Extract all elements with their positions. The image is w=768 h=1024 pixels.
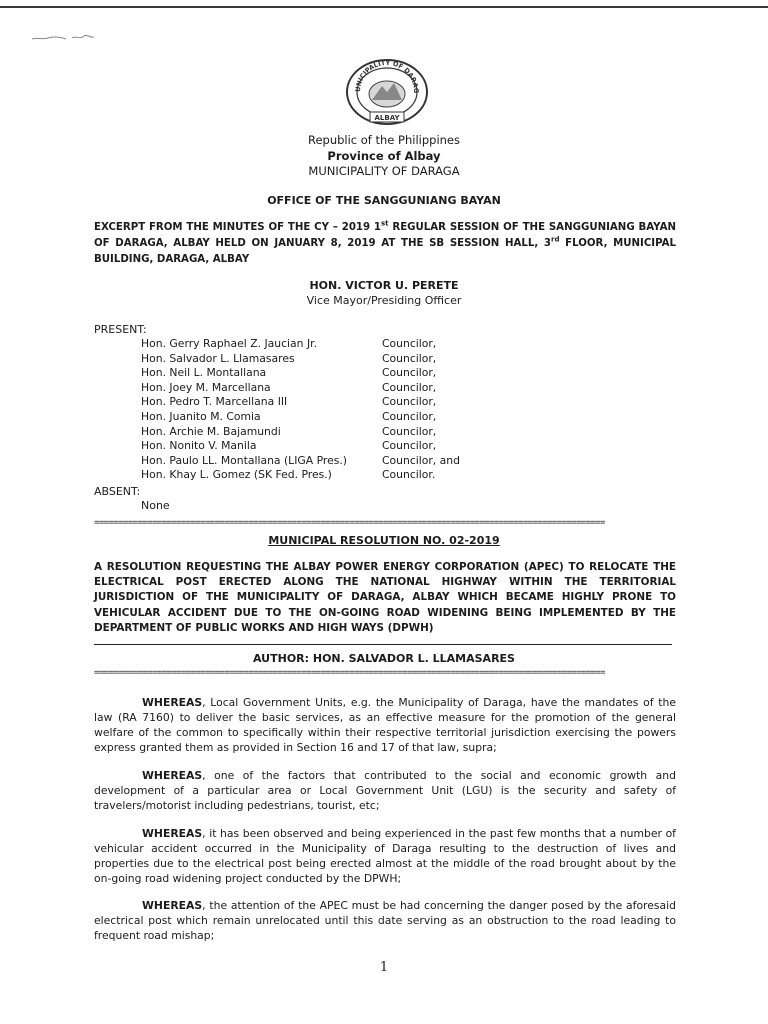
- excerpt-sup-1: st: [381, 219, 389, 228]
- member-row: [141, 395, 460, 410]
- whereas-text: , the attention of the APEC must be had concerning the danger posed by the aforesaid electrical post which remain unrelocated until this date serving as an obstruction to the road leading to frequent road mishap;: [94, 899, 676, 942]
- whereas-paragraph: [94, 695, 676, 755]
- excerpt-text-1: EXCERPT FROM THE MINUTES OF THE CY – 2019 1: [94, 222, 382, 233]
- member-role: Councilor,: [382, 409, 437, 423]
- member-name: Hon. Gerry Raphael Z. Jaucian Jr.: [141, 337, 318, 350]
- page-number: 1: [379, 960, 389, 975]
- page-top-border: [0, 6, 768, 8]
- handwritten-mark: [30, 28, 100, 44]
- member-name: Hon. Juanito M. Comia: [141, 409, 261, 423]
- member-row: [141, 352, 460, 367]
- member-name: Hon. Salvador L. Llamasares: [141, 351, 295, 365]
- member-row: [141, 381, 460, 396]
- present-label: PRESENT:: [94, 323, 147, 336]
- member-name: Hon. Archie M. Bajamundi: [141, 424, 281, 438]
- header-office: OFFICE OF THE SANGGUNIANG BAYAN: [267, 194, 501, 207]
- member-role: Councilor,: [382, 380, 437, 394]
- whereas-text: , one of the factors that contributed to the social and economic growth and development of a particular area or Local Government Unit (LGU) is the security and safety of travelers/motorist including pedestrians, tourist, etc;: [94, 769, 676, 812]
- member-role: Councilor.: [382, 468, 436, 482]
- resolution-title: A RESOLUTION REQUESTING THE ALBAY POWER ENERGY CORPORATION (APEC) TO RELOCATE THE ELECTRICAL POST ERECTED ALONG THE NATIONAL HIGHWAY WITHIN THE TERRITORIAL JURISDICTION OF THE MUNICIPALITY OF DARAGA, ALBAY WHICH BECAME HIGHLY PRONE TO VEHICULAR ACCIDENT DUE TO THE ON-GOING ROAD WIDENING BEING IMPLEMENTED BY THE DEPARTMENT OF PUBLIC WORKS AND HIGH WAYS (DPWH): [94, 561, 676, 634]
- member-row: [141, 366, 460, 381]
- member-row: [141, 439, 460, 454]
- title-underline: [94, 644, 672, 645]
- resolution-number: MUNICIPAL RESOLUTION NO. 02-2019: [268, 534, 500, 547]
- header-country: Republic of the Philippines: [307, 133, 461, 147]
- member-role: Councilor, and: [382, 453, 460, 467]
- session-excerpt: [94, 220, 676, 268]
- member-row: [141, 468, 460, 483]
- member-name: Hon. Khay L. Gomez (SK Fed. Pres.): [141, 468, 332, 482]
- whereas-label: WHEREAS: [142, 769, 203, 782]
- excerpt-sup-2: rd: [551, 235, 560, 244]
- member-name: Hon. Joey M. Marcellana: [141, 380, 271, 394]
- whereas-text: , Local Government Units, e.g. the Municipality of Daraga, have the mandates of the law (RA 7160) to deliver the basic services, as an effective measure for the promotion of the general welfare of the common to specifically within their respective territorial jurisdiction exercising the powers express granted them as provided in Section 16 and 17 of that law, supra;: [94, 696, 676, 754]
- excerpt-text-2: REGULAR SESSION OF THE SANGGUNIANG BAYAN OF DARAGA, ALBAY HELD ON JANUARY 8, 2019 AT THE SB SESSION HALL, 3: [94, 222, 676, 249]
- municipal-seal: [342, 56, 432, 126]
- member-row: [141, 410, 460, 425]
- member-row: [141, 425, 460, 440]
- member-name: Hon. Paulo LL. Montallana (LIGA Pres.): [141, 453, 347, 467]
- whereas-paragraph: [94, 826, 676, 886]
- absent-label: ABSENT:: [94, 485, 141, 498]
- whereas-text: , it has been observed and being experienced in the past few months that a number of vehicular accident occurred in the Municipality of Daraga resulting to the destruction of lives and properties due to the electrical post being erected almost at the middle of the road brought about by the on-going road widening project conducted by the DPWH;: [94, 827, 676, 885]
- member-role: Councilor,: [382, 395, 437, 409]
- header-municipality: MUNICIPALITY OF DARAGA: [308, 164, 460, 178]
- member-role: Councilor,: [382, 424, 437, 438]
- seal-banner-text: ALBAY: [374, 114, 400, 122]
- whereas-label: WHEREAS: [142, 696, 203, 709]
- presiding-officer-name: HON. VICTOR U. PERETE: [309, 279, 459, 292]
- whereas-label: WHEREAS: [142, 899, 203, 912]
- present-members-list: [141, 337, 460, 483]
- member-role: Councilor,: [382, 439, 437, 453]
- member-role: Councilor,: [382, 337, 437, 350]
- presiding-officer-title: Vice Mayor/Presiding Officer: [306, 294, 462, 307]
- whereas-paragraph: [94, 898, 676, 943]
- separator-line: ==========================================================================================================: [94, 518, 605, 528]
- absent-value: None: [141, 499, 170, 512]
- header-province: Province of Albay: [327, 149, 441, 163]
- member-role: Councilor,: [382, 366, 437, 380]
- whereas-paragraph: [94, 768, 676, 813]
- resolution-author: AUTHOR: HON. SALVADOR L. LLAMASARES: [253, 652, 515, 665]
- separator-line: ==========================================================================================================: [94, 668, 605, 678]
- excerpt-text-3: FLOOR, MUNICIPAL BUILDING, DARAGA, ALBAY: [94, 238, 676, 265]
- member-name: Hon. Neil L. Montallana: [141, 366, 267, 380]
- member-name: Hon. Nonito V. Manila: [141, 439, 257, 453]
- whereas-label: WHEREAS: [142, 827, 203, 840]
- member-row: [141, 337, 460, 352]
- member-name: Hon. Pedro T. Marcellana III: [141, 395, 288, 409]
- member-role: Councilor,: [382, 351, 437, 365]
- seal-ring-text: UNICIPALITY OF DARAG: [353, 58, 421, 94]
- member-row: [141, 454, 460, 469]
